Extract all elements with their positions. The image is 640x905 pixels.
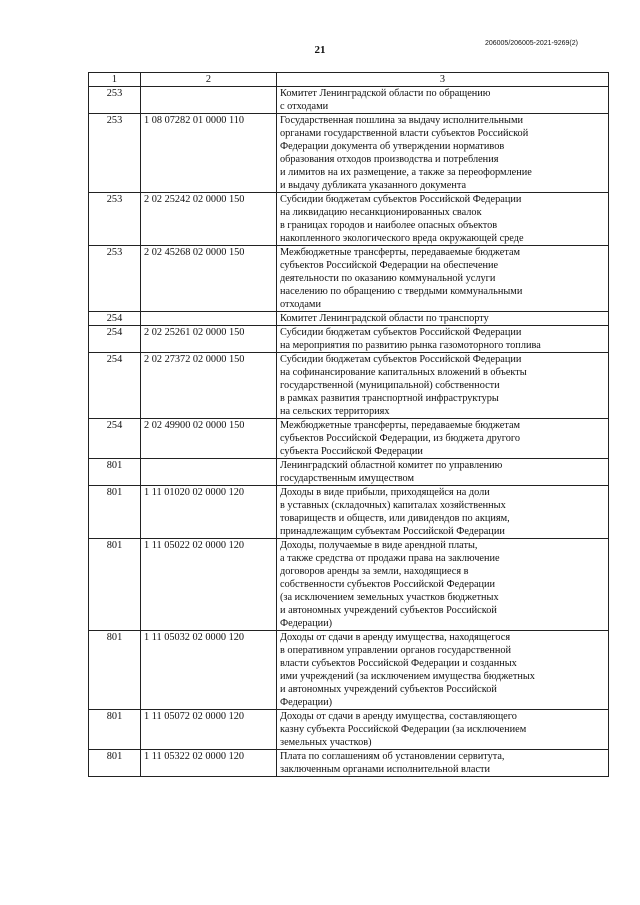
table-row <box>89 246 609 312</box>
description-cell: Плата по соглашениям об установлении сервитута, заключенным органами исполнительной власти <box>277 750 609 777</box>
description-cell: Межбюджетные трансферты, передаваемые бюджетам субъектов Российской Федерации на обеспечение деятельности по оказанию коммунальной услуги населению по обращению с твердыми коммунальными отходами <box>277 246 609 312</box>
table-row <box>89 326 609 353</box>
administrator-code-cell: 253 <box>89 193 141 246</box>
administrator-code-cell: 801 <box>89 631 141 710</box>
description-cell: Доходы от сдачи в аренду имущества, находящегося в оперативном управлении органов государственной власти субъектов Российской Федерации и созданных ими учреждений (за исключением имущества бюджетных и автономных учреждений субъектов Российской Федерации) <box>277 631 609 710</box>
table-row <box>89 87 609 114</box>
administrator-code-cell: 801 <box>89 750 141 777</box>
table-row <box>89 750 609 777</box>
table-row <box>89 419 609 459</box>
table-row <box>89 312 609 326</box>
revenue-code-cell: 2 02 49900 02 0000 150 <box>141 419 277 459</box>
page-number: 21 <box>314 44 326 56</box>
revenue-codes-table <box>88 72 609 777</box>
administrator-code-cell: 253 <box>89 114 141 193</box>
revenue-code-cell: 2 02 25242 02 0000 150 <box>141 193 277 246</box>
table-row <box>89 486 609 539</box>
administrator-code-cell: 801 <box>89 710 141 750</box>
administrator-code-cell: 801 <box>89 459 141 486</box>
description-cell: Государственная пошлина за выдачу исполнительными органами государственной власти субъектов Российской Федерации документа об утверждении нормативов образования отходов производства и потребления и лимитов на их размещение, а также за переоформление и выдачу дубликата указанного документа <box>277 114 609 193</box>
description-cell: Субсидии бюджетам субъектов Российской Федерации на ликвидацию несанкционированных свалок в границах городов и наиболее опасных объектов накопленного экологического вреда окружающей среде <box>277 193 609 246</box>
column-header-3: 3 <box>277 73 609 87</box>
description-cell: Комитет Ленинградской области по транспорту <box>277 312 609 326</box>
table-row <box>89 631 609 710</box>
description-cell: Ленинградский областной комитет по управлению государственным имуществом <box>277 459 609 486</box>
administrator-code-cell: 801 <box>89 539 141 631</box>
revenue-code-cell <box>141 459 277 486</box>
description-cell: Доходы, получаемые в виде арендной платы, а также средства от продажи права на заключение договоров аренды за земли, находящиеся в собственности субъектов Российской Федерации (за исключением земельных участков бюджетных и автономных учреждений субъектов Российской Федерации) <box>277 539 609 631</box>
revenue-code-cell: 1 11 01020 02 0000 120 <box>141 486 277 539</box>
revenue-code-cell: 1 11 05072 02 0000 120 <box>141 710 277 750</box>
description-cell: Субсидии бюджетам субъектов Российской Федерации на мероприятия по развитию рынка газомоторного топлива <box>277 326 609 353</box>
description-cell: Межбюджетные трансферты, передаваемые бюджетам субъектов Российской Федерации, из бюджета другого субъекта Российской Федерации <box>277 419 609 459</box>
column-header-1: 1 <box>89 73 141 87</box>
revenue-code-cell: 2 02 25261 02 0000 150 <box>141 326 277 353</box>
description-cell: Субсидии бюджетам субъектов Российской Федерации на софинансирование капитальных вложений в объекты государственной (муниципальной) собственности в рамках развития транспортной инфраструктуры на сельских территориях <box>277 353 609 419</box>
revenue-code-cell <box>141 312 277 326</box>
description-cell: Комитет Ленинградской области по обращению с отходами <box>277 87 609 114</box>
revenue-code-cell: 1 11 05322 02 0000 120 <box>141 750 277 777</box>
table-row <box>89 353 609 419</box>
table-row <box>89 459 609 486</box>
administrator-code-cell: 254 <box>89 419 141 459</box>
revenue-code-cell: 1 08 07282 01 0000 110 <box>141 114 277 193</box>
column-header-2: 2 <box>141 73 277 87</box>
revenue-code-cell <box>141 87 277 114</box>
revenue-code-cell: 2 02 27372 02 0000 150 <box>141 353 277 419</box>
table-row <box>89 710 609 750</box>
table-header-row <box>89 73 609 87</box>
administrator-code-cell: 253 <box>89 246 141 312</box>
table-row <box>89 114 609 193</box>
table-row <box>89 193 609 246</box>
revenue-code-cell: 2 02 45268 02 0000 150 <box>141 246 277 312</box>
administrator-code-cell: 254 <box>89 353 141 419</box>
revenue-code-cell: 1 11 05022 02 0000 120 <box>141 539 277 631</box>
revenue-code-cell: 1 11 05032 02 0000 120 <box>141 631 277 710</box>
document-code: 206005/206005-2021-9269(2) <box>484 40 578 47</box>
administrator-code-cell: 253 <box>89 87 141 114</box>
administrator-code-cell: 254 <box>89 326 141 353</box>
table-row <box>89 539 609 631</box>
description-cell: Доходы в виде прибыли, приходящейся на доли в уставных (складочных) капиталах хозяйственных товариществ и обществ, или дивидендов по акциям, принадлежащим субъектам Российской Федерации <box>277 486 609 539</box>
description-cell: Доходы от сдачи в аренду имущества, составляющего казну субъекта Российской Федерации (за исключением земельных участков) <box>277 710 609 750</box>
administrator-code-cell: 801 <box>89 486 141 539</box>
administrator-code-cell: 254 <box>89 312 141 326</box>
